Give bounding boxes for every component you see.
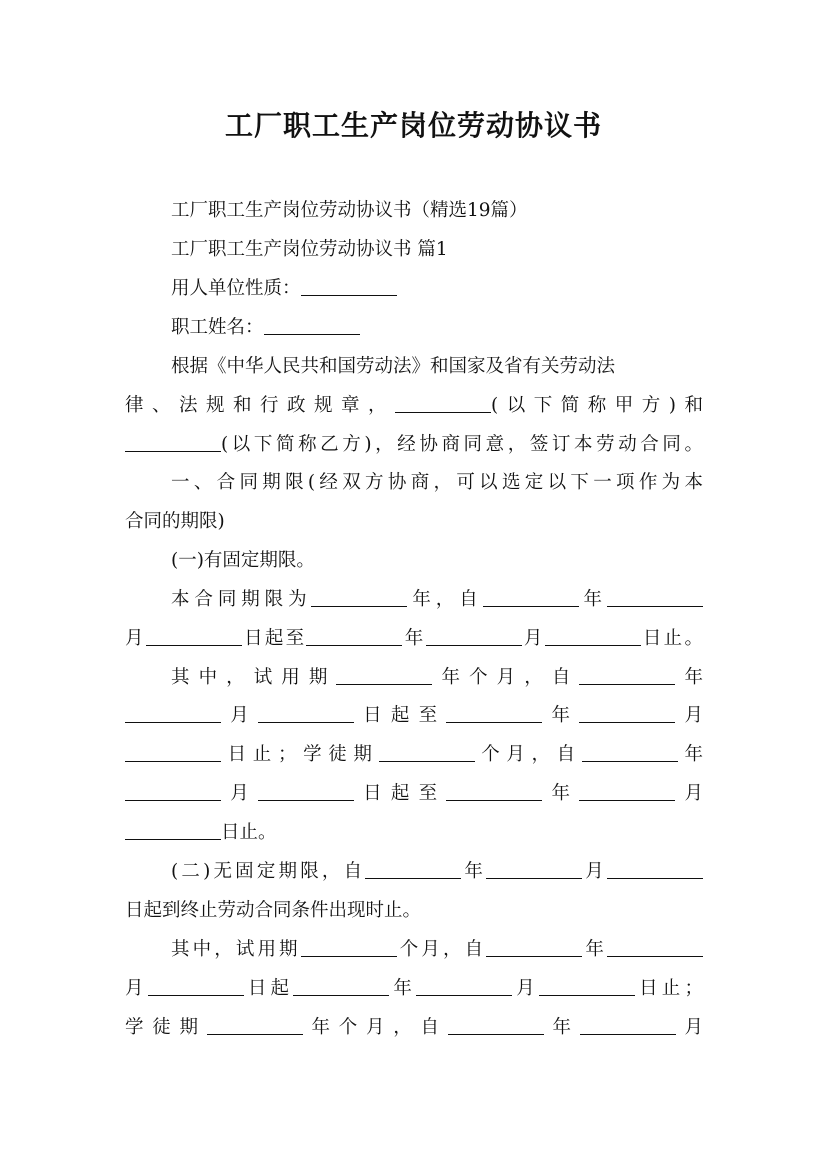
document-line bbox=[125, 1015, 703, 1041]
document-line bbox=[125, 976, 703, 1002]
document-line bbox=[125, 703, 703, 729]
fill-in-blank bbox=[446, 704, 542, 723]
line-text: 年 bbox=[542, 783, 580, 804]
line-text: 月 bbox=[675, 705, 703, 726]
line-text: 月 bbox=[512, 978, 539, 999]
document-line bbox=[125, 859, 703, 885]
document-line bbox=[125, 393, 703, 419]
fill-in-blank bbox=[579, 704, 675, 723]
line-text: 月 bbox=[221, 783, 258, 804]
fill-in-blank bbox=[379, 743, 475, 762]
line-text: 年 bbox=[582, 939, 607, 960]
line-text: 本合同期限为 bbox=[171, 589, 312, 610]
line-text: (以下简称乙方)，经协商同意，签订本劳动合同。 bbox=[221, 434, 703, 455]
fill-in-blank bbox=[426, 627, 522, 646]
fill-in-blank bbox=[125, 704, 221, 723]
fill-in-blank bbox=[146, 627, 242, 646]
line-text: (以下简称甲方)和 bbox=[491, 395, 703, 416]
fill-in-blank bbox=[607, 938, 703, 957]
line-text: 用人单位性质： bbox=[171, 278, 301, 299]
fill-in-blank bbox=[125, 433, 221, 452]
line-text: 日起 bbox=[243, 978, 294, 999]
document-line bbox=[125, 626, 703, 652]
line-text: 月 bbox=[582, 861, 607, 882]
fill-in-blank bbox=[545, 627, 641, 646]
line-text: 个月，自 bbox=[396, 939, 487, 960]
document-line bbox=[125, 742, 703, 768]
fill-in-blank bbox=[365, 860, 461, 879]
fill-in-blank bbox=[579, 782, 675, 801]
fill-in-blank bbox=[448, 1016, 544, 1035]
line-text: 一、合同期限(经双方协商，可以选定以下一项作为本 bbox=[171, 472, 703, 493]
fill-in-blank bbox=[579, 666, 675, 685]
line-text: 月 bbox=[675, 1017, 703, 1038]
line-text: 其中，试用期 bbox=[171, 667, 337, 688]
fill-in-blank bbox=[148, 977, 244, 996]
document-line bbox=[125, 509, 703, 535]
document-line bbox=[125, 898, 703, 924]
line-text: 职工姓名： bbox=[171, 317, 264, 338]
fill-in-blank bbox=[582, 743, 678, 762]
line-text: 学徒期 bbox=[125, 1017, 207, 1038]
line-text: 月 bbox=[125, 978, 148, 999]
line-text: 年 bbox=[578, 589, 607, 610]
line-text: 年 bbox=[402, 628, 426, 649]
document-line bbox=[125, 315, 703, 341]
line-text: 根据《中华人民共和国劳动法》和国家及省有关劳动法 bbox=[171, 356, 616, 377]
line-text: 其中，试用期 bbox=[171, 939, 301, 960]
line-text: 日止；学徒期 bbox=[221, 744, 379, 765]
fill-in-blank bbox=[416, 977, 512, 996]
line-text: 月 bbox=[675, 783, 703, 804]
document-line bbox=[125, 665, 703, 691]
document-line bbox=[125, 276, 703, 302]
document-line bbox=[125, 548, 703, 574]
line-text: 日起至 bbox=[241, 628, 307, 649]
fill-in-blank bbox=[293, 977, 389, 996]
fill-in-blank bbox=[486, 938, 582, 957]
fill-in-blank bbox=[264, 316, 360, 335]
fill-in-blank bbox=[301, 938, 397, 957]
line-text: 月 bbox=[521, 628, 545, 649]
document-line bbox=[125, 354, 703, 380]
line-text: 日起到终止劳动合同条件出现时止。 bbox=[125, 900, 422, 921]
fill-in-blank bbox=[125, 782, 221, 801]
line-text: 年 bbox=[461, 861, 487, 882]
line-text: 工厂职工生产岗位劳动协议书 篇1 bbox=[171, 239, 448, 260]
line-text: 日止； bbox=[634, 978, 703, 999]
document-line bbox=[125, 937, 703, 963]
fill-in-blank bbox=[446, 782, 542, 801]
fill-in-blank bbox=[336, 666, 432, 685]
fill-in-blank bbox=[301, 277, 397, 296]
fill-in-blank bbox=[258, 782, 354, 801]
line-text: 合同的期限) bbox=[125, 511, 225, 532]
document-line bbox=[125, 781, 703, 807]
line-text: 月 bbox=[221, 705, 258, 726]
document-line bbox=[125, 587, 703, 613]
line-text: 年 bbox=[542, 705, 580, 726]
fill-in-blank bbox=[607, 588, 703, 607]
document-line bbox=[125, 820, 703, 846]
line-text: 年 bbox=[389, 978, 417, 999]
line-text: 年 bbox=[543, 1017, 580, 1038]
fill-in-blank bbox=[580, 1016, 676, 1035]
document-line bbox=[125, 432, 703, 458]
fill-in-blank bbox=[306, 627, 402, 646]
line-text: 工厂职工生产岗位劳动协议书（精选19篇） bbox=[171, 200, 528, 221]
line-text: 年个月，自 bbox=[302, 1017, 448, 1038]
line-text: (二)无固定期限，自 bbox=[171, 861, 366, 882]
line-text: 年 bbox=[675, 667, 703, 688]
line-text: 年，自 bbox=[407, 589, 483, 610]
fill-in-blank bbox=[311, 588, 407, 607]
fill-in-blank bbox=[486, 860, 582, 879]
line-text: 日止。 bbox=[221, 822, 277, 843]
line-text: 个月，自 bbox=[474, 744, 582, 765]
fill-in-blank bbox=[539, 977, 635, 996]
line-text: (一)有固定期限。 bbox=[171, 550, 315, 571]
line-text: 日起至 bbox=[353, 705, 447, 726]
fill-in-blank bbox=[483, 588, 579, 607]
line-text: 月 bbox=[125, 628, 146, 649]
line-text: 日止。 bbox=[640, 628, 703, 649]
fill-in-blank bbox=[395, 394, 491, 413]
document-title: 工厂职工生产岗位劳动协议书 bbox=[224, 109, 602, 142]
fill-in-blank bbox=[207, 1016, 303, 1035]
fill-in-blank bbox=[125, 821, 221, 840]
document-line bbox=[125, 198, 703, 224]
fill-in-blank bbox=[258, 704, 354, 723]
line-text: 日起至 bbox=[353, 783, 447, 804]
document-line bbox=[125, 237, 703, 263]
line-text: 年个月，自 bbox=[432, 667, 580, 688]
line-text: 律、法规和行政规章， bbox=[125, 395, 396, 416]
fill-in-blank bbox=[607, 860, 703, 879]
document-line bbox=[125, 470, 703, 496]
line-text: 年 bbox=[677, 744, 703, 765]
fill-in-blank bbox=[125, 743, 221, 762]
